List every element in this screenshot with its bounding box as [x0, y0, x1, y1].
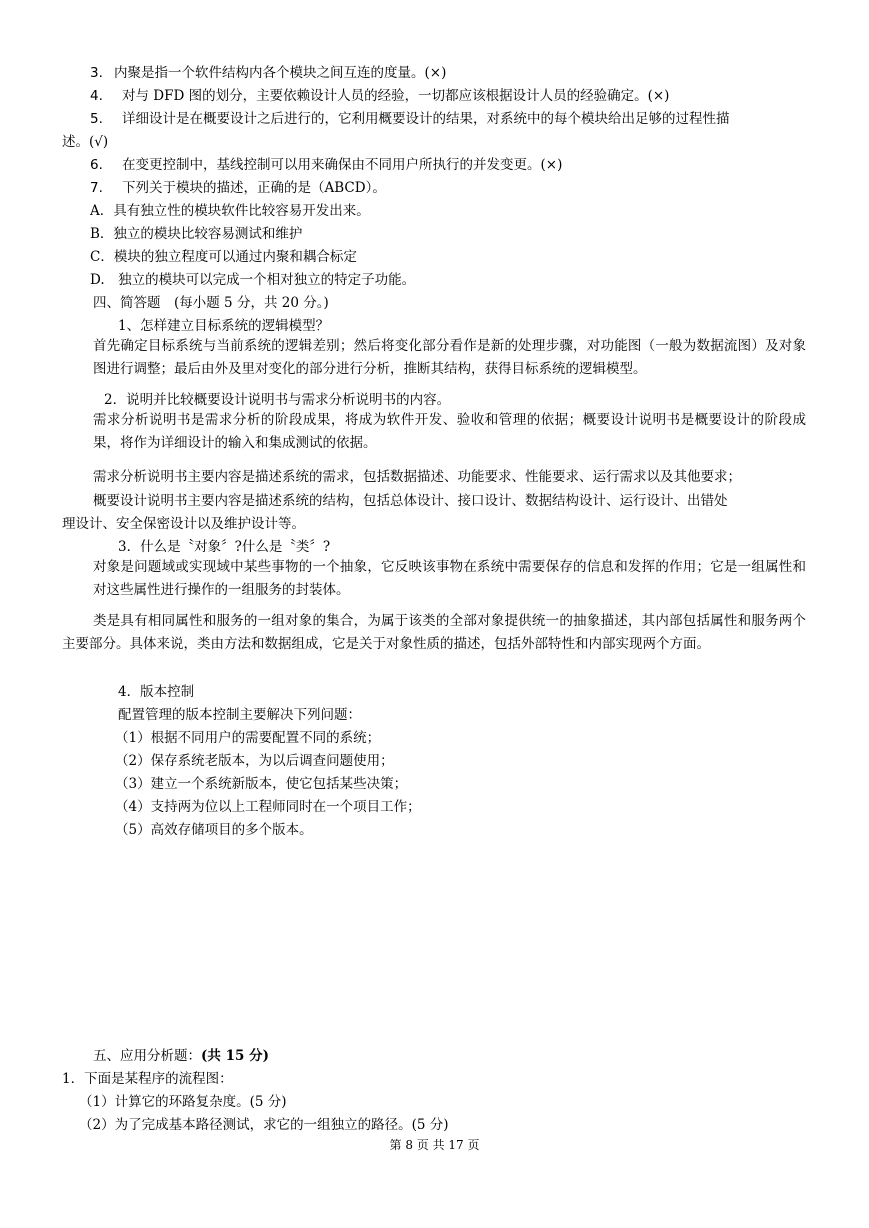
version-item-4: （4）支持两为位以上工程师同时在一个项目工作； — [115, 799, 421, 815]
page-footer: 第 8 页 共 17 页 — [389, 1138, 480, 1152]
version-item-2: （2）保存系统老版本，为以后调查问题使用； — [115, 753, 394, 769]
section5-sub-1: （1）计算它的环路复杂度。(5 分) — [79, 1094, 287, 1110]
section4-q1-title: 1、怎样建立目标系统的逻辑模型？ — [118, 318, 330, 334]
section4-q2-p1: 需求分析说明书是需求分析的阶段成果，将成为软件开发、验收和管理的依据；概要设计说明书是概要设计的阶段成果，将作为详细设计的输入和集成测试的依据。 — [93, 412, 806, 451]
judgement-q7 — [90, 178, 386, 198]
option-c: C．模块的独立程度可以通过内聚和耦合标定 — [90, 249, 357, 265]
question-text: 内聚是指一个软件结构内各个模块之间互连的度量。(×) — [114, 65, 447, 81]
option-d: D. 独立的模块可以完成一个相对独立的特定子功能。 — [90, 272, 416, 288]
judgement-q4 — [90, 86, 669, 106]
section4-q2-p3a: 概要设计说明书主要内容是描述系统的结构，包括总体设计、接口设计、数据结构设计、运行设计、出错处 — [93, 493, 728, 509]
section4-q3-title: 3．什么是〝对象〞?什么是〝类〞? — [118, 539, 331, 555]
section4-q4-intro: 配置管理的版本控制主要解决下列问题： — [118, 707, 361, 723]
question-number: 7. — [90, 180, 103, 196]
judgement-q5-cont: 述。(√) — [62, 134, 109, 150]
version-item-5: （5）高效存储项目的多个版本。 — [115, 822, 313, 838]
section4-q4-title: 4．版本控制 — [118, 684, 195, 700]
judgement-q6 — [90, 155, 562, 175]
section4-q2-p2: 需求分析说明书主要内容是描述系统的需求，包括数据描述、功能要求、性能要求、运行需求以及其他要求； — [93, 469, 741, 485]
option-a: A．具有独立性的模块软件比较容易开发出来。 — [90, 203, 370, 219]
section5-score: (共 15 分) — [201, 1048, 269, 1064]
question-number: 4. — [90, 88, 103, 104]
question-number: 5. — [90, 111, 103, 127]
section5-title-label: 五、应用分析题： — [93, 1048, 201, 1064]
question-text: 下列关于模块的描述，正确的是（ABCD）。 — [122, 180, 386, 196]
judgement-q3 — [90, 63, 446, 83]
question-number: 6. — [90, 157, 103, 173]
option-b: B．独立的模块比较容易测试和维护 — [90, 226, 303, 242]
section4-q3-p1: 对象是问题域或实现域中某些事物的一个抽象，它反映该事物在系统中需要保存的信息和发挥的作用；它是一组属性和对这些属性进行操作的一组服务的封装体。 — [93, 559, 806, 598]
question-text: 对与 DFD 图的划分，主要依赖设计人员的经验，一切都应该根据设计人员的经验确定。(×) — [122, 88, 670, 104]
question-text: 详细设计是在概要设计之后进行的，它利用概要设计的结果，对系统中的每个模块给出足够的过程性描 — [122, 111, 730, 127]
section4-q2-title: 2．说明并比较概要设计说明书与需求分析说明书的内容。 — [104, 392, 451, 408]
question-number: 3. — [90, 65, 103, 81]
section4-q3-p2: 类是具有相同属性和服务的一组对象的集合，为属于该类的全部对象提供统一的抽象描述，其内部包括属性和服务两个主要部分。具体来说，类由方法和数据组成，它是关于对象性质的描述，包括外部特性和内部实现两个方面。 — [62, 613, 806, 652]
section4-q2-p3b: 理设计、安全保密设计以及维护设计等。 — [62, 516, 305, 532]
section5-q1: 1．下面是某程序的流程图： — [62, 1071, 233, 1087]
version-item-3: （3）建立一个系统新版本，使它包括某些决策； — [115, 776, 408, 792]
section5-title — [93, 1046, 269, 1066]
section5-sub-2: （2）为了完成基本路径测试，求它的一组独立的路径。(5 分) — [79, 1117, 449, 1133]
judgement-q5 — [90, 109, 730, 129]
section4-q1-answer: 首先确定目标系统与当前系统的逻辑差别；然后将变化部分看作是新的处理步骤，对功能图（一般为数据流图）及对象图进行调整；最后由外及里对变化的部分进行分析，推断其结构，获得目标系统的逻辑模型。 — [93, 338, 806, 377]
version-item-1: （1）根据不同用户的需要配置不同的系统； — [115, 730, 381, 746]
question-text: 在变更控制中，基线控制可以用来确保由不同用户所执行的并发变更。(×) — [122, 157, 563, 173]
section4-title: 四、简答题 (每小题 5 分，共 20 分。) — [93, 295, 329, 311]
